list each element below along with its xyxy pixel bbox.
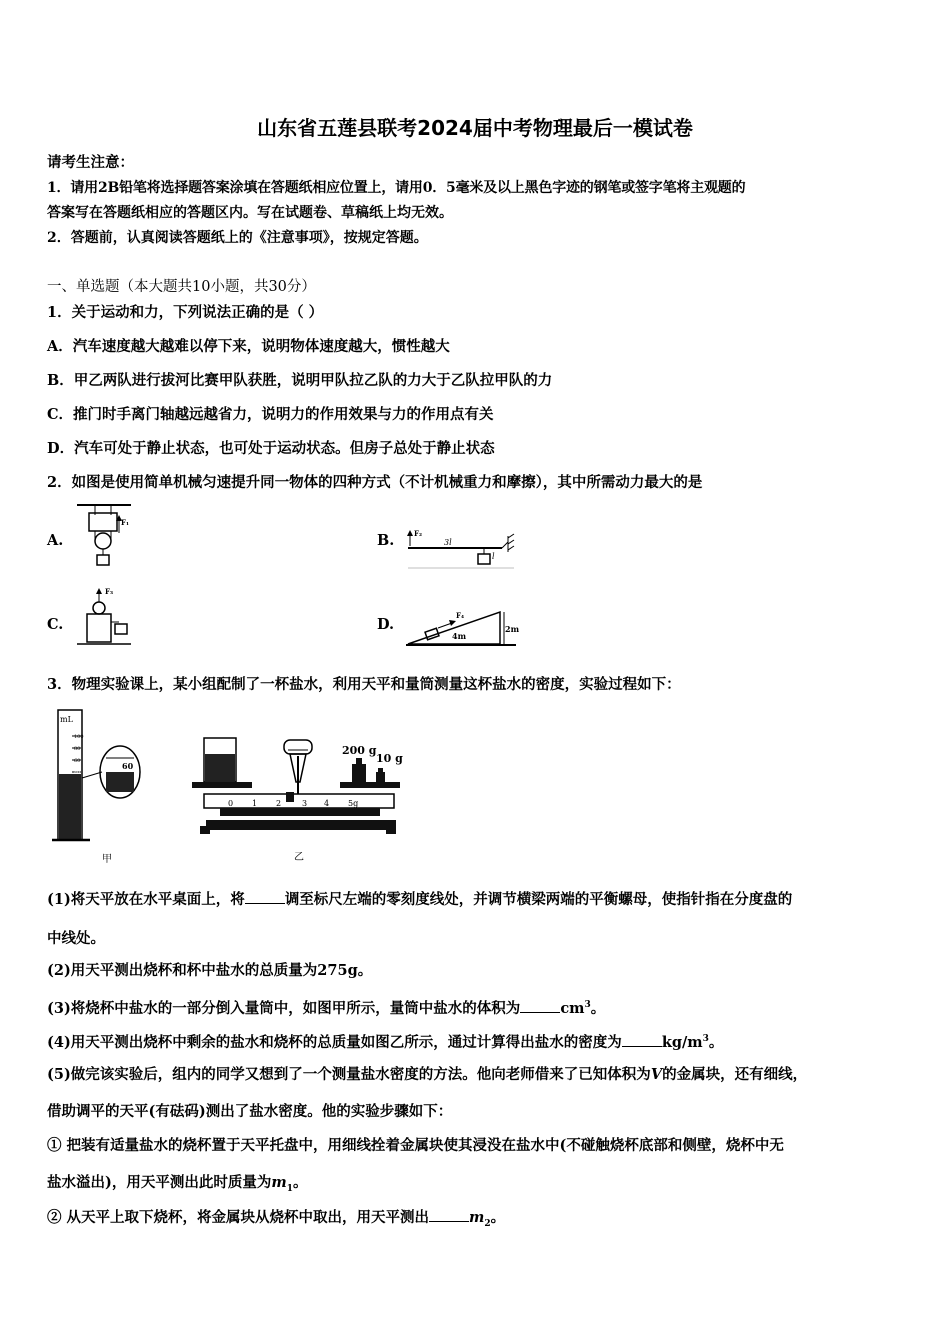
notice-line-3: 2．答题前，认真阅读答题纸上的《注意事项》，按规定答题。 <box>47 230 428 246</box>
q2-stem: 2．如图是使用简单机械匀速提升同一物体的四种方式（不计机械重力和摩擦），其中所需动力最大的是 <box>47 474 703 491</box>
zoom-reading-60: 60 <box>122 761 134 771</box>
scale-mark-2: 2 <box>276 799 282 808</box>
q3-step1-line2: 盐水溢出)，用天平测出此时质量为$m_1$。 <box>47 1174 308 1194</box>
notice-heading: 请考生注意： <box>47 154 134 171</box>
answer-blank-density[interactable] <box>622 1034 662 1047</box>
figure-caption-yi: 乙 <box>294 852 304 863</box>
q3-stem: 3．物理实验课上，某小组配制了一杯盐水，利用天平和量筒测量这杯盐水的密度，实验过程如下： <box>47 676 681 693</box>
q3-part5-line2: 借助调平的天平(有砝码)测出了盐水密度。他的实验步骤如下： <box>47 1103 453 1120</box>
answer-blank-step2[interactable] <box>429 1209 469 1222</box>
q2-option-b-label[interactable]: B. <box>377 532 395 549</box>
scale-mark-0: 0 <box>228 799 234 808</box>
q3-part5-line1: (5)做完该实验后，组内的同学又想到了一个测量盐水密度的方法。他向老师借来了已知体积为V的金属块，还有细线， <box>47 1066 808 1083</box>
q3-step2: ② 从天平上取下烧杯，将金属块从烧杯中取出，用天平测出 $m_2$。 <box>47 1209 506 1229</box>
cylinder-tick-60: 60 <box>74 758 81 764</box>
answer-blank-volume[interactable] <box>520 1000 560 1013</box>
page-title: 山东省五莲县联考2024届中考物理最后一模试卷 <box>257 116 693 140</box>
force-label-f2: F₂ <box>414 529 423 538</box>
q2-option-d-label[interactable]: D. <box>377 616 395 633</box>
weight-10g-label: 10 g <box>376 752 403 765</box>
scale-mark-1: 1 <box>252 799 258 808</box>
figure-caption-jia: 甲 <box>102 854 112 865</box>
section-heading: 一、单选题（本大题共10小题，共30分） <box>47 279 316 295</box>
cylinder-tick-100: 100 <box>74 734 84 740</box>
length-label-l: l <box>492 552 495 561</box>
weight-200g-label: 200 g <box>342 744 377 757</box>
q3-part1-line2: 中线处。 <box>47 930 105 947</box>
lever-figure-b <box>404 528 519 570</box>
graduated-cylinder-figure <box>50 706 150 866</box>
height-label-2m: 2m <box>505 624 520 634</box>
cylinder-tick-80: 80 <box>74 746 81 752</box>
q1-option-a[interactable]: A．汽车速度越大越难以停下来，说明物体速度越大，惯性越大 <box>47 338 450 355</box>
q1-stem: 1．关于运动和力，下列说法正确的是（ ） <box>47 304 324 321</box>
answer-blank-1[interactable] <box>245 891 285 904</box>
q2-option-a-label[interactable]: A. <box>47 532 64 549</box>
force-label-f4: F₄ <box>456 611 465 620</box>
q1-option-c[interactable]: C．推门时手离门轴越远越省力，说明力的作用效果与力的作用点有关 <box>47 406 494 423</box>
incline-figure-d <box>404 608 522 648</box>
pulley-figure-a <box>75 503 135 569</box>
cylinder-unit: mL <box>60 715 73 724</box>
notice-line-2: 答案写在答题纸相应的答题区内。写在试题卷、草稿纸上均无效。 <box>47 205 453 221</box>
q1-option-b[interactable]: B．甲乙两队进行拔河比赛甲队获胜，说明甲队拉乙队的力大于乙队拉甲队的力 <box>47 372 553 389</box>
scale-mark-3: 3 <box>302 799 308 808</box>
wheel-axle-figure-c <box>75 586 135 648</box>
force-label-f3: F₃ <box>105 587 114 596</box>
notice-line-1: 1．请用2B铅笔将选择题答案涂填在答题纸相应位置上，请用0．5毫米及以上黑色字迹的钢笔或签字笔将主观题的 <box>47 180 746 196</box>
force-label-f1: F₁ <box>121 518 130 527</box>
q3-part3: (3)将烧杯中盐水的一部分倒入量筒中，如图甲所示，量筒中盐水的体积为 $cm^3$。 <box>47 999 606 1017</box>
q3-part1-line1: (1)将天平放在水平桌面上，将 调至标尺左端的零刻度线处，并调节横梁两端的平衡螺母，使指针指在分度盘的 <box>47 891 793 908</box>
scale-mark-4: 4 <box>324 799 330 808</box>
q2-option-c-label[interactable]: C. <box>47 616 64 633</box>
length-label-3l: 3l <box>444 538 452 547</box>
scale-mark-5g: 5g <box>348 799 359 808</box>
length-label-4m: 4m <box>452 631 467 641</box>
q1-option-d[interactable]: D．汽车可处于静止状态，也可处于运动状态。但房子总处于静止状态 <box>47 440 495 457</box>
q3-step1-line1: ① 把装有适量盐水的烧杯置于天平托盘中，用细线拴着金属块使其浸没在盐水中(不碰触烧杯底部和侧壁，烧杯中无 <box>47 1137 784 1154</box>
balance-figure <box>190 734 415 864</box>
q3-part2: (2)用天平测出烧杯和杯中盐水的总质量为275g。 <box>47 962 373 979</box>
cylinder-tick-40: 40 <box>74 770 81 776</box>
q3-part4: (4)用天平测出烧杯中剩余的盐水和烧杯的总质量如图乙所示，通过计算得出盐水的密度为 $kg/m^3$。 <box>47 1033 724 1051</box>
